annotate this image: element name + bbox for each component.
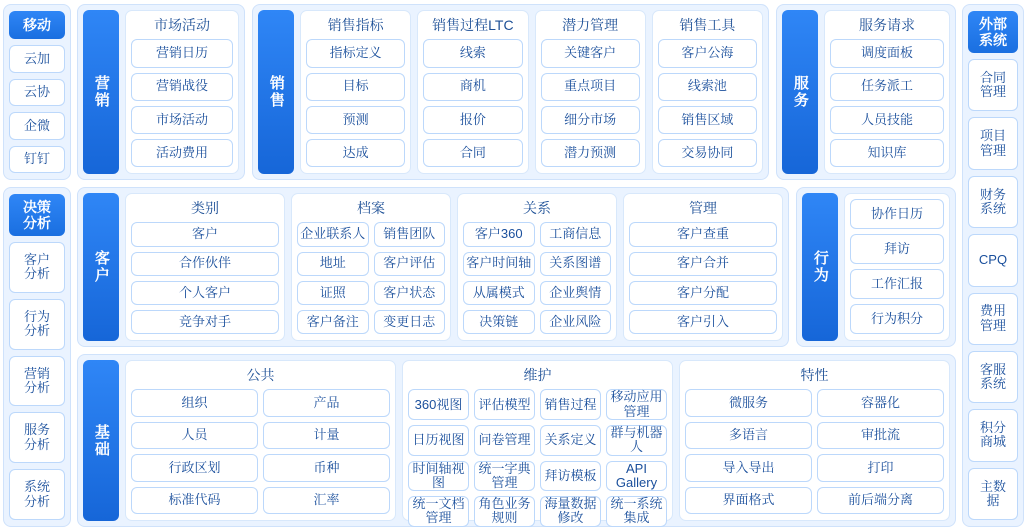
item-商机[interactable]: 商机 [423,73,522,101]
item-时间轴视图[interactable]: 时间轴视图 [408,461,469,492]
group-label-text: 行为 [811,250,829,284]
column-title: 类别 [191,200,219,216]
group-label-text: 销售 [267,75,285,109]
column-title: 档案 [357,200,385,216]
column-档案 [291,193,451,341]
mobile-card-title: 移动 [9,11,65,39]
item-群与机器人[interactable]: 群与机器人 [606,425,667,456]
item-人员技能[interactable]: 人员技能 [830,106,944,134]
item-销售团队[interactable]: 销售团队 [374,222,446,246]
column-服务请求 [824,10,950,174]
item-标准代码[interactable]: 标准代码 [131,487,258,514]
item-统一系统集成[interactable]: 统一系统集成 [606,496,667,527]
item-审批流[interactable]: 审批流 [817,422,944,449]
group-columns [125,360,950,526]
item-客户引入[interactable]: 客户引入 [629,310,777,334]
item-360视图[interactable]: 360视图 [408,389,469,420]
item-调度面板[interactable]: 调度面板 [830,39,944,67]
column-潜力管理 [535,10,646,174]
item-客户时间轴[interactable]: 客户时间轴 [463,252,535,276]
item-竞争对手[interactable]: 竞争对手 [131,310,279,334]
column-items [423,39,522,167]
item-线索[interactable]: 线索 [423,39,522,67]
item-营销战役[interactable]: 营销战役 [131,73,233,101]
row-marketing-sales-service [77,4,956,180]
item-拜访模板[interactable]: 拜访模板 [540,461,601,492]
group-label-text: 基础 [92,423,110,458]
group-行为 [796,187,956,347]
item-客户备注[interactable]: 客户备注 [297,310,369,334]
item-容器化[interactable]: 容器化 [817,389,944,416]
decision-item-2[interactable]: 营销 分析 [9,356,65,407]
external-item-3[interactable]: CPQ [968,234,1018,286]
item-客户分配[interactable]: 客户分配 [629,281,777,305]
item-变更日志[interactable]: 变更日志 [374,310,446,334]
group-label-行为 [802,193,838,341]
column-销售过程LTC [417,10,528,174]
column-公共 [125,360,396,521]
external-item-1[interactable]: 项目 管理 [968,117,1018,169]
column-title: 管理 [689,200,717,216]
column-市场活动 [125,10,239,174]
group-columns [300,10,763,174]
item-问卷管理[interactable]: 问卷管理 [474,425,535,456]
column-items [306,39,405,167]
item-微服务[interactable]: 微服务 [685,389,812,416]
item-行为积分[interactable]: 行为积分 [850,304,944,334]
item-销售过程[interactable]: 销售过程 [540,389,601,420]
item-客户[interactable]: 客户 [131,222,279,246]
external-item-4[interactable]: 费用 管理 [968,293,1018,345]
row-customer-behavior [77,187,956,347]
item-地址[interactable]: 地址 [297,252,369,276]
item-关系定义[interactable]: 关系定义 [540,425,601,456]
item-销售区域[interactable]: 销售区域 [658,106,757,134]
decision-item-0[interactable]: 客户 分析 [9,242,65,293]
external-item-5[interactable]: 客服 系统 [968,351,1018,403]
item-任务派工[interactable]: 任务派工 [830,73,944,101]
mobile-item-3[interactable]: 钉钉 [9,146,65,174]
column-销售工具 [652,10,763,174]
column-title: 关系 [523,200,551,216]
item-细分市场[interactable]: 细分市场 [541,106,640,134]
item-合作伙伴[interactable]: 合作伙伴 [131,252,279,276]
item-移动应用管理[interactable]: 移动应用管理 [606,389,667,420]
item-知识库[interactable]: 知识库 [830,139,944,167]
group-营销 [77,4,245,180]
external-systems-title: 外部 系统 [968,11,1018,53]
item-币种[interactable]: 币种 [263,454,390,481]
column-title: 维护 [523,367,552,383]
group-客户 [77,187,789,347]
item-工商信息[interactable]: 工商信息 [540,222,612,246]
column-关系 [457,193,617,341]
group-label-营销 [83,10,119,174]
item-拜访[interactable]: 拜访 [850,234,944,264]
item-报价[interactable]: 报价 [423,106,522,134]
column-title: 特性 [800,367,829,383]
group-服务 [776,4,956,180]
column-items [685,389,944,514]
mobile-item-0[interactable]: 云加 [9,45,65,73]
item-潜力预测[interactable]: 潜力预测 [541,139,640,167]
column-items [131,222,279,334]
item-客户查重[interactable]: 客户查重 [629,222,777,246]
external-item-7[interactable]: 主数 据 [968,468,1018,520]
mobile-card [3,4,71,180]
group-label-基础 [83,360,119,521]
item-角色业务规则[interactable]: 角色业务规则 [474,496,535,527]
item-客户公海[interactable]: 客户公海 [658,39,757,67]
group-columns [824,10,950,174]
group-label-服务 [782,10,818,174]
column-items [629,222,777,334]
group-columns [125,10,239,174]
item-目标[interactable]: 目标 [306,73,405,101]
column-title: 市场活动 [154,17,210,33]
item-评估模型[interactable]: 评估模型 [474,389,535,420]
item-个人客户[interactable]: 个人客户 [131,281,279,305]
item-合同[interactable]: 合同 [423,139,522,167]
column-items [131,389,390,514]
item-交易协同[interactable]: 交易协同 [658,139,757,167]
mobile-item-2[interactable]: 企微 [9,112,65,140]
item-汇率[interactable]: 汇率 [263,487,390,514]
group-label-text: 营销 [92,75,110,109]
decision-analysis-card [3,187,71,527]
group-label-销售 [258,10,294,174]
column-items [463,222,611,334]
item-导入导出[interactable]: 导入导出 [685,454,812,481]
item-产品[interactable]: 产品 [263,389,390,416]
item-客户合并[interactable]: 客户合并 [629,252,777,276]
item-客户360[interactable]: 客户360 [463,222,535,246]
column-items [658,39,757,167]
column-items [297,222,445,334]
item-工作汇报[interactable]: 工作汇报 [850,269,944,299]
item-统一字典管理[interactable]: 统一字典管理 [474,461,535,492]
column-行为 [844,193,950,341]
item-从属模式[interactable]: 从属模式 [463,281,535,305]
item-日历视图[interactable]: 日历视图 [408,425,469,456]
item-企业风险[interactable]: 企业风险 [540,310,612,334]
column-类别 [125,193,285,341]
external-item-0[interactable]: 合同 管理 [968,59,1018,111]
group-label-text: 客户 [92,250,110,284]
item-关系图谱[interactable]: 关系图谱 [540,252,612,276]
item-海量数据修改[interactable]: 海量数据修改 [540,496,601,527]
external-systems-card [962,4,1024,527]
item-协作日历[interactable]: 协作日历 [850,199,944,229]
column-title: 公共 [246,367,275,383]
column-特性 [679,360,950,521]
column-items [131,39,233,167]
column-title: 销售过程LTC [432,17,514,33]
group-columns [844,193,950,341]
column-title: 服务请求 [859,17,915,33]
external-item-6[interactable]: 积分 商城 [968,409,1018,461]
item-API Gallery[interactable]: API Gallery [606,461,667,492]
item-市场活动[interactable]: 市场活动 [131,106,233,134]
item-关键客户[interactable]: 关键客户 [541,39,640,67]
row-base [77,354,956,527]
left-column [3,4,71,527]
decision-item-3[interactable]: 服务 分析 [9,412,65,463]
item-企业舆情[interactable]: 企业舆情 [540,281,612,305]
center-column [77,4,956,527]
item-行政区划[interactable]: 行政区划 [131,454,258,481]
column-销售指标 [300,10,411,174]
group-label-客户 [83,193,119,341]
column-title: 销售工具 [679,17,736,33]
item-决策链[interactable]: 决策链 [463,310,535,334]
item-前后端分离[interactable]: 前后端分离 [817,487,944,514]
item-企业联系人[interactable]: 企业联系人 [297,222,369,246]
item-预测[interactable]: 预测 [306,106,405,134]
column-items [408,389,667,526]
group-label-text: 服务 [791,75,809,109]
item-计量[interactable]: 计量 [263,422,390,449]
group-columns [125,193,783,341]
external-item-2[interactable]: 财务 系统 [968,176,1018,228]
item-达成[interactable]: 达成 [306,139,405,167]
group-基础 [77,354,956,527]
item-活动费用[interactable]: 活动费用 [131,139,233,167]
item-指标定义[interactable]: 指标定义 [306,39,405,67]
item-组织[interactable]: 组织 [131,389,258,416]
item-营销日历[interactable]: 营销日历 [131,39,233,67]
decision-item-1[interactable]: 行为 分析 [9,299,65,350]
item-客户评估[interactable]: 客户评估 [374,252,446,276]
column-title: 销售指标 [327,17,384,33]
item-统一文档管理[interactable]: 统一文档管理 [408,496,469,527]
item-线索池[interactable]: 线索池 [658,73,757,101]
item-人员[interactable]: 人员 [131,422,258,449]
column-items [830,39,944,167]
mobile-item-1[interactable]: 云协 [9,79,65,107]
group-销售 [252,4,769,180]
column-管理 [623,193,783,341]
decision-analysis-title: 决策 分析 [9,194,65,236]
item-界面格式[interactable]: 界面格式 [685,487,812,514]
item-客户状态[interactable]: 客户状态 [374,281,446,305]
column-title: 潜力管理 [562,17,619,33]
column-维护 [402,360,673,526]
column-items [541,39,640,167]
item-多语言[interactable]: 多语言 [685,422,812,449]
item-重点项目[interactable]: 重点项目 [541,73,640,101]
item-证照[interactable]: 证照 [297,281,369,305]
column-items [850,199,944,334]
decision-item-4[interactable]: 系统 分析 [9,469,65,520]
item-打印[interactable]: 打印 [817,454,944,481]
